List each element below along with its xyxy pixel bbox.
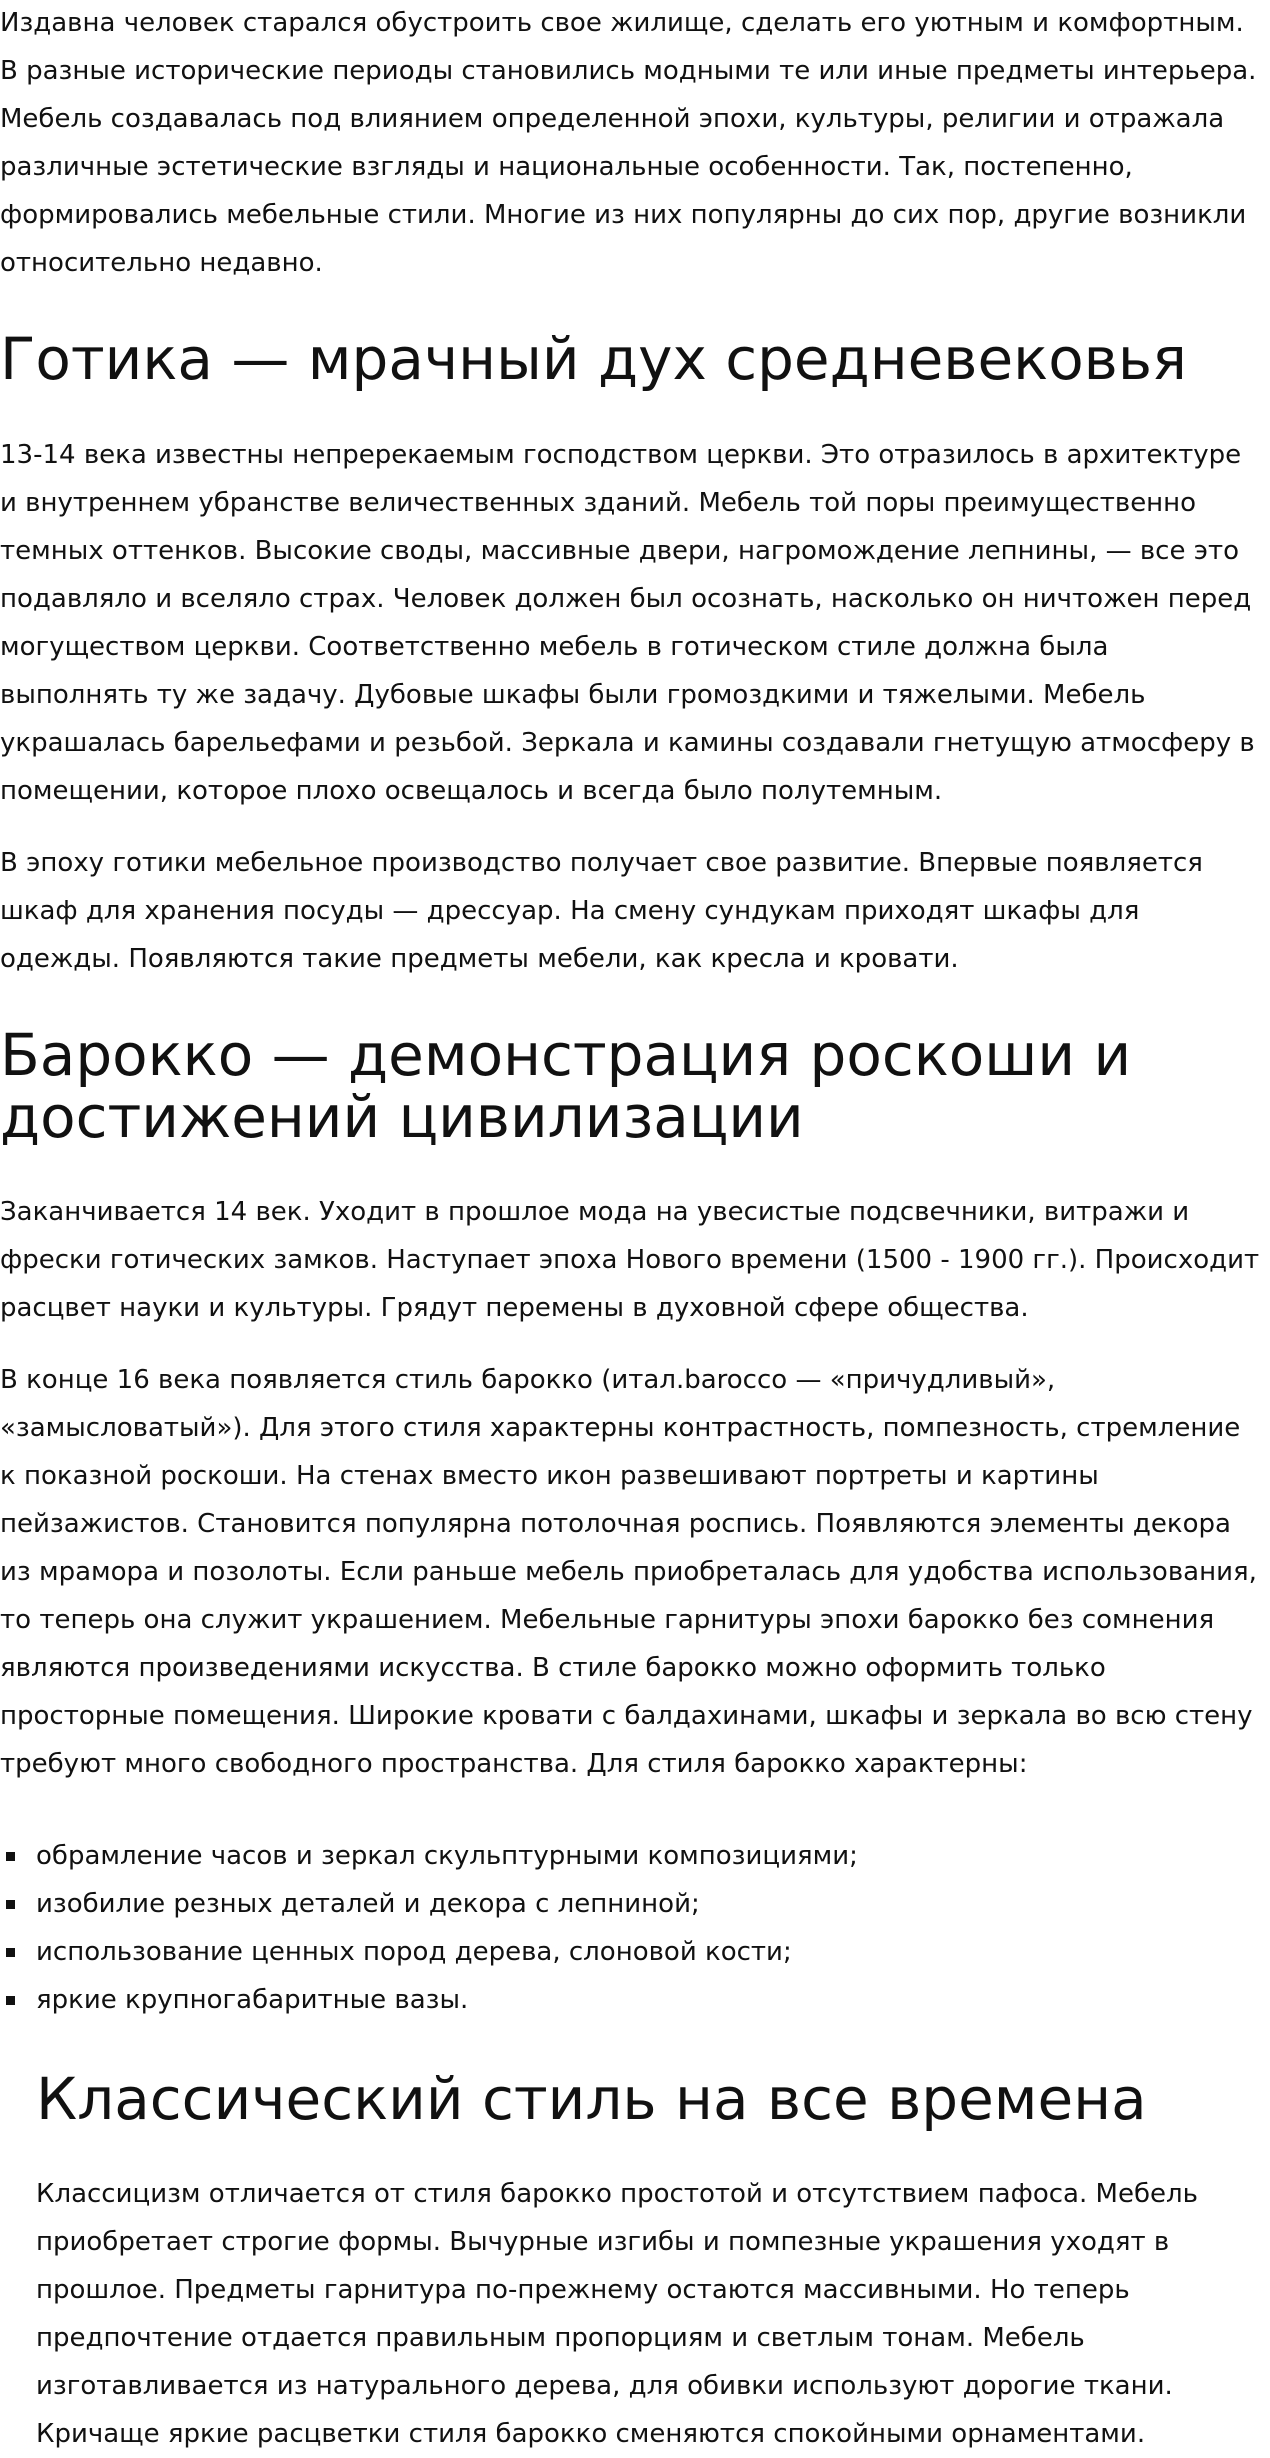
- list-item: [0, 1928, 1262, 1976]
- classic-paragraph-1: Классицизм отличается от стиля барокко простотой и отсутствием пафоса. Мебель приобретает строгие формы. Вычурные изгибы и помпезные украшения уходят в прошлое. Предметы гарнитура по-прежнему остаются массивными. Но теперь предпочтение отдается правильным пропорциям и светлым тонам. Мебель изготавливается из натурального дерева, для обивки используют дорогие ткани. Кричаще яркие расцветки стиля барокко сменяются спокойными орнаментами.: [36, 2179, 1198, 2449]
- section-classic: [0, 2065, 1262, 2458]
- baroque-paragraph-2: В конце 16 века появляется стиль барокко (итал.barocco — «причудливый», «замысловатый»). Для этого стиля характерны контрастность, помпезность, стремление к показной роскоши. На стенах вместо икон развешивают портреты и картины пейзажистов. Становится популярна потолочная роспись. Появляются элементы декора из мрамора и позолоты. Если раньше мебель приобреталась для удобства использования, то теперь она служит украшением. Мебельные гарнитуры эпохи барокко без сомнения являются произведениями искусства. В стиле барокко можно оформить только просторные помещения. Широкие кровати с балдахинами, шкафы и зеркала во всю стену требуют много свободного пространства. Для стиля барокко характерны:: [0, 1365, 1257, 1779]
- baroque-features-list: [0, 1832, 1262, 2024]
- square-bullet-icon: [6, 1852, 15, 1861]
- list-item-text: обрамление часов и зеркал скульптурными композициями;: [36, 1841, 858, 1871]
- square-bullet-icon: [6, 1900, 15, 1909]
- square-bullet-icon: [6, 1948, 15, 1957]
- intro-paragraph: Издавна человек старался обустроить свое жилище, сделать его уютным и комфортным. В разные исторические периоды становились модными те или иные предметы интерьера. Мебель создавалась под влиянием определенной эпохи, культуры, религии и отражала различные эстетические взгляды и национальные особенности. Так, постепенно, формировались мебельные стили. Многие из них популярны до сих пор, другие возникли относительно недавно.: [0, 8, 1257, 278]
- list-item-text: использование ценных пород дерева, слоновой кости;: [36, 1937, 792, 1967]
- gothic-paragraph-1: 13-14 века известны непререкаемым господством церкви. Это отразилось в архитектуре и внутреннем убранстве величественных зданий. Мебель той поры преимущественно темных оттенков. Высокие своды, массивные двери, нагромождение лепнины, — все это подавляло и вселяло страх. Человек должен был осознать, насколько он ничтожен перед могуществом церкви. Соответственно мебель в готическом стиле должна была выполнять ту же задачу. Дубовые шкафы были громоздкими и тяжелыми. Мебель украшалась барельефами и резьбой. Зеркала и камины создавали гнетущую атмосферу в помещении, которое плохо освещалось и всегда было полутемным.: [0, 440, 1255, 806]
- baroque-paragraph-1: Заканчивается 14 век. Уходит в прошлое мода на увесистые подсвечники, витражи и фрески готических замков. Наступает эпоха Нового времени (1500 - 1900 гг.). Происходит расцвет науки и культуры. Грядут перемены в духовной сфере общества.: [0, 1197, 1260, 1323]
- section-baroque: [0, 1021, 1262, 2024]
- list-item: [0, 1976, 1262, 2024]
- list-item: [0, 1880, 1262, 1928]
- list-item-text: яркие крупногабаритные вазы.: [36, 1985, 469, 2015]
- list-item-text: изобилие резных деталей и декора с лепниной;: [36, 1889, 700, 1919]
- square-bullet-icon: [6, 1996, 15, 2005]
- list-item: [0, 1832, 1262, 1880]
- section-gothic: [0, 325, 1262, 983]
- gothic-heading: Готика — мрачный дух средневековья: [0, 325, 1187, 393]
- classic-heading: Классический стиль на все времена: [36, 2065, 1147, 2133]
- gothic-paragraph-2: В эпоху готики мебельное производство получает свое развитие. Впервые появляется шкаф для хранения посуды — дрессуар. На смену сундукам приходят шкафы для одежды. Появляются такие предметы мебели, как кресла и кровати.: [0, 848, 1203, 974]
- baroque-heading: Барокко — демонстрация роскоши и достижений цивилизации: [0, 1021, 1132, 1151]
